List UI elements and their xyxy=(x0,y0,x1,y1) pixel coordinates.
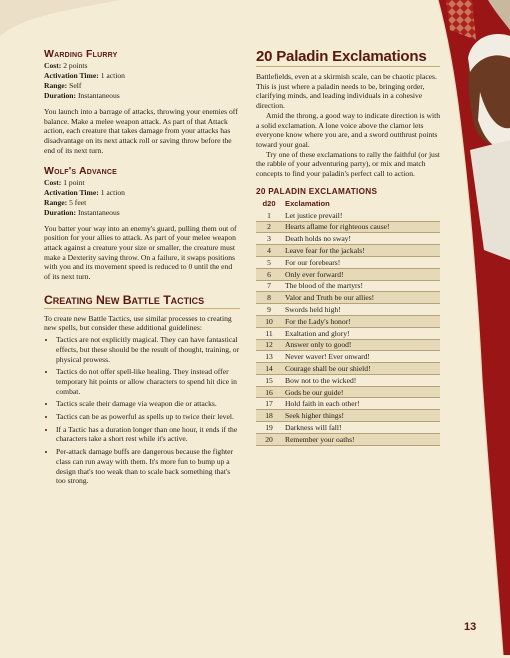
warding-activation: Activation Time: 1 action xyxy=(44,71,125,80)
table-row xyxy=(256,245,440,257)
exclamation-text: Exaltation and glory! xyxy=(282,327,440,339)
roll-number: 20 xyxy=(256,433,282,445)
table-row xyxy=(256,233,440,245)
right-column xyxy=(256,48,440,446)
roll-number: 19 xyxy=(256,422,282,434)
list-item: • If a Tactic has a duration longer than one hour, it ends if the characters take a short rest while it's active. xyxy=(56,425,240,444)
exclamation-text: Courage shall be our shield! xyxy=(282,363,440,375)
table-row xyxy=(256,374,440,386)
table-row xyxy=(256,327,440,339)
exclamation-text: Only ever forward! xyxy=(282,268,440,280)
table-row xyxy=(256,221,440,233)
roll-number: 8 xyxy=(256,292,282,304)
table-row xyxy=(256,410,440,422)
exclamation-text: Never waver! Ever onward! xyxy=(282,351,440,363)
warding-duration: Duration: Instantaneous xyxy=(44,91,120,100)
exclamations-para-1: Battlefields, even at a skirmish scale, can be chaotic places. This is just where a paladin needs to be, bringing order, clarifying minds, and leading individuals in a cohesive direction. xyxy=(256,72,437,111)
exclamation-text: Seek higher things! xyxy=(282,410,440,422)
roll-number: 15 xyxy=(256,374,282,386)
warding-cost: Cost: 2 points xyxy=(44,61,88,70)
table-row xyxy=(256,292,440,304)
exclamation-text: Answer only to good! xyxy=(282,339,440,351)
col-d20-header: d20 xyxy=(262,199,276,209)
exclamation-text: Gods be our guide! xyxy=(282,386,440,398)
wolf-activation: Activation Time: 1 action xyxy=(44,187,125,197)
table-body xyxy=(256,210,440,445)
list-item: • Tactics are not explicitly magical. They can have fantastical effects, but these should be the result of thought, training, or physical prowess. xyxy=(56,335,240,364)
wolf-cost: Cost: 1 point xyxy=(44,177,85,187)
list-item: • Tactics can be as powerful as spells up to twice their level. xyxy=(56,412,240,422)
wolf-description: You batter your way into an enemy's guard, pulling them out of position for your allies to attack. As part of your melee weapon attack against a creature your size or smaller, the creature must make a Dexterity saving throw. On a failure, it swaps positions with you and its movement speed is reduced to 0 until the end of its next turn. xyxy=(44,223,237,282)
exclamation-text: For the Lady's honor! xyxy=(282,315,440,327)
exclamations-para-2: Amid the throng, a good way to indicate direction is with a solid exclamation. A lone voice above the clamor lets everyone know where you are, and a sword outthrust points toward your goal. xyxy=(256,110,440,149)
page-number: 13 xyxy=(464,621,477,633)
table-row xyxy=(256,210,440,221)
roll-number: 2 xyxy=(256,221,282,233)
table-row xyxy=(256,398,440,410)
exclamation-text: The blood of the martyrs! xyxy=(282,280,440,292)
roll-number: 12 xyxy=(256,339,282,351)
table-row xyxy=(256,433,440,445)
roll-number: 10 xyxy=(256,315,282,327)
list-item: • Tactics scale their damage via weapon die or attacks. xyxy=(56,399,240,409)
guidelines-list xyxy=(44,335,240,486)
wolfs-advance-heading: Wolf's Advance xyxy=(44,164,118,177)
table-row xyxy=(256,339,440,351)
exclamations-heading: 20 Paladin Exclamations xyxy=(256,48,440,67)
table-row xyxy=(256,363,440,375)
table-row xyxy=(256,386,440,398)
roll-number: 17 xyxy=(256,398,282,410)
table-row xyxy=(256,422,440,434)
table-row xyxy=(256,268,440,280)
exclamation-text: Death holds no sway! xyxy=(282,233,440,245)
table-row xyxy=(256,256,440,268)
exclamation-text: Hold faith in each other! xyxy=(282,398,440,410)
table-row xyxy=(256,304,440,316)
exclamation-text: Valor and Truth be our allies! xyxy=(282,292,440,304)
exclamations-table xyxy=(256,198,440,446)
roll-number: 11 xyxy=(256,327,282,339)
exclamations-para-3: Try one of these exclamations to rally the faithful (or just the rabble of your adventuring party), or mix and match concepts to find your paladin's perfect call to action. xyxy=(256,149,440,179)
roll-number: 7 xyxy=(256,280,282,292)
roll-number: 16 xyxy=(256,386,282,398)
exclamation-text: For our forebears! xyxy=(282,256,440,268)
wolf-duration: Duration: Instantaneous xyxy=(44,207,120,217)
roll-number: 18 xyxy=(256,410,282,422)
left-column xyxy=(44,48,240,489)
roll-number: 5 xyxy=(256,256,282,268)
col-exclamation-header: Exclamation xyxy=(285,199,330,209)
exclamation-text: Bow not to the wicked! xyxy=(282,374,440,386)
creating-intro: To create new Battle Tactics, use similar processes to creating new spells, but consider these additional guidelines: xyxy=(44,313,232,333)
exclamation-text: Swords held high! xyxy=(282,304,440,316)
roll-number: 4 xyxy=(256,245,282,257)
table-title: 20 PALADIN EXCLAMATIONS xyxy=(256,186,378,196)
roll-number: 9 xyxy=(256,304,282,316)
warding-flurry-heading: Warding Flurry xyxy=(44,48,118,60)
roll-number: 1 xyxy=(256,210,282,221)
warding-range: Range: Self xyxy=(44,81,82,90)
roll-number: 14 xyxy=(256,363,282,375)
table-row xyxy=(256,280,440,292)
exclamation-text: Darkness will fall! xyxy=(282,422,440,434)
exclamation-text: Let justice prevail! xyxy=(282,210,440,221)
list-item: • Per-attack damage buffs are dangerous because the fighter class can run away with them. It's more fun to bump up a design that's too weak than to scale back something that's too strong. xyxy=(56,447,240,486)
exclamation-text: Leave fear for the jackals! xyxy=(282,245,440,257)
list-item: • Tactics do not offer spell-like healing. They instead offer temporary hit points or allow characters to spend hit dice in combat. xyxy=(56,367,240,396)
exclamation-text: Hearts aflame for righteous cause! xyxy=(282,221,440,233)
roll-number: 13 xyxy=(256,351,282,363)
warding-description: You launch into a barrage of attacks, throwing your enemies off balance. Make a melee weapon attack. As part of that Attack action, each creature that takes damage from your attacks has disadvantage on its next attack roll or saving throw before the end of its next turn. xyxy=(44,107,238,155)
creating-tactics-heading: Creating New Battle Tactics xyxy=(44,293,240,309)
table-row xyxy=(256,351,440,363)
table-row xyxy=(256,315,440,327)
wolf-range: Range: 5 feet xyxy=(44,197,87,207)
roll-number: 3 xyxy=(256,233,282,245)
exclamation-text: Remember your oaths! xyxy=(282,433,440,445)
roll-number: 6 xyxy=(256,268,282,280)
table-header-row xyxy=(256,198,440,210)
